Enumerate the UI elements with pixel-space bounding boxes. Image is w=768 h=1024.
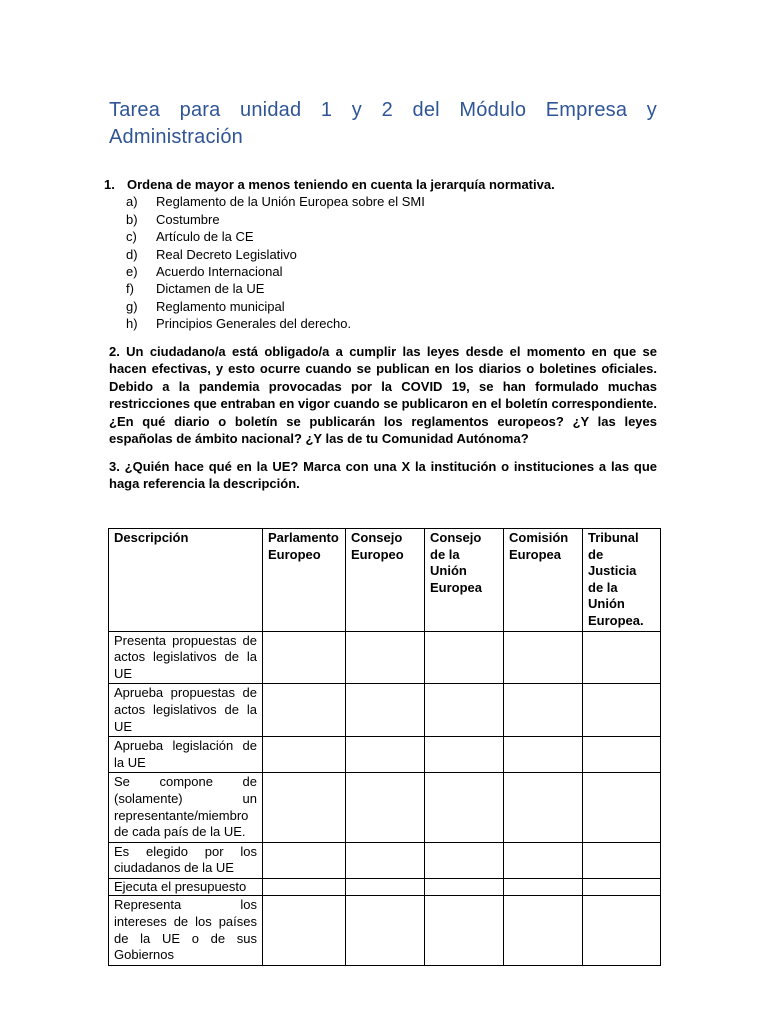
table-header-row [109, 529, 661, 632]
mark-cell[interactable] [504, 631, 583, 684]
table-row [109, 842, 661, 878]
question-1-number: 1. [104, 177, 115, 192]
row-description: Presenta propuestas de actos legislativos de la UE [109, 631, 263, 684]
mark-cell[interactable] [346, 896, 425, 965]
question-2: 2. Un ciudadano/a está obligado/a a cumplir las leyes desde el momento en que se hacen efectivas, y esto ocurre cuando se publican en los diarios o boletines oficiales. Debido a la pandemia provocadas por la COVID 19, se han formulado muchas restricciones que entraban en vigor cuando se publicaron en el boletín correspondiente. ¿En qué diario o boletín se publicarán los reglamentos europeos? ¿Y las leyes españolas de ámbito nacional? ¿Y las de tu Comunidad Autónoma? [109, 344, 657, 447]
mark-cell[interactable] [583, 842, 661, 878]
mark-cell[interactable] [346, 737, 425, 773]
mark-cell[interactable] [263, 631, 346, 684]
list-item: a) Reglamento de la Unión Europea sobre el SMI [126, 194, 425, 210]
question-1-list [104, 193, 664, 332]
row-description: Representa los intereses de los países de la UE o de sus Gobiernos [109, 896, 263, 965]
mark-cell[interactable] [583, 737, 661, 773]
mark-cell[interactable] [504, 773, 583, 842]
mark-cell[interactable] [504, 878, 583, 896]
mark-cell[interactable] [263, 842, 346, 878]
list-item: b) Costumbre [126, 211, 220, 227]
row-description: Es elegido por los ciudadanos de la UE [109, 842, 263, 878]
mark-cell[interactable] [425, 842, 504, 878]
header-consejo-europeo: Consejo Europeo [346, 529, 425, 632]
mark-cell[interactable] [346, 878, 425, 896]
row-description: Aprueba propuestas de actos legislativos de la UE [109, 684, 263, 737]
mark-cell[interactable] [583, 896, 661, 965]
table-row [109, 631, 661, 684]
table-row [109, 896, 661, 965]
mark-cell[interactable] [346, 842, 425, 878]
list-item: c) Artículo de la CE [126, 229, 254, 245]
question-3: 3. ¿Quién hace qué en la UE? Marca con una X la institución o instituciones a las que haga referencia la descripción. [109, 459, 657, 492]
table-row [109, 878, 661, 896]
mark-cell[interactable] [346, 631, 425, 684]
table-row [109, 773, 661, 842]
header-parlamento: Parlamento Europeo [263, 529, 346, 632]
question-1 [104, 176, 664, 333]
row-description: Aprueba legislación de la UE [109, 737, 263, 773]
header-descripcion: Descripción [109, 529, 263, 632]
mark-cell[interactable] [425, 631, 504, 684]
mark-cell[interactable] [263, 684, 346, 737]
mark-cell[interactable] [504, 842, 583, 878]
mark-cell[interactable] [425, 878, 504, 896]
list-item: g) Reglamento municipal [126, 298, 285, 314]
list-item: f) Dictamen de la UE [126, 281, 265, 297]
table-row [109, 737, 661, 773]
row-description: Se compone de (solamente) un representante/miembro de cada país de la UE. [109, 773, 263, 842]
mark-cell[interactable] [425, 737, 504, 773]
header-tribunal: Tribunal de Justicia de la Unión Europea. [583, 529, 661, 632]
mark-cell[interactable] [504, 684, 583, 737]
mark-cell[interactable] [263, 737, 346, 773]
page-title: Tarea para unidad 1 y 2 del Módulo Empresa y Administración [109, 99, 657, 148]
mark-cell[interactable] [583, 631, 661, 684]
question-1-text: Ordena de mayor a menos teniendo en cuenta la jerarquía normativa. [127, 177, 555, 192]
mark-cell[interactable] [504, 737, 583, 773]
mark-cell[interactable] [263, 878, 346, 896]
institutions-table [108, 528, 661, 966]
row-description: Ejecuta el presupuesto [109, 878, 263, 896]
mark-cell[interactable] [583, 684, 661, 737]
mark-cell[interactable] [263, 896, 346, 965]
header-consejo-ue: Consejo de la Unión Europea [425, 529, 504, 632]
mark-cell[interactable] [504, 896, 583, 965]
table-row [109, 684, 661, 737]
list-item: d) Real Decreto Legislativo [126, 246, 297, 262]
list-item: e) Acuerdo Internacional [126, 264, 283, 280]
mark-cell[interactable] [425, 684, 504, 737]
mark-cell[interactable] [425, 773, 504, 842]
mark-cell[interactable] [583, 878, 661, 896]
question-1-heading [104, 176, 664, 193]
mark-cell[interactable] [425, 896, 504, 965]
mark-cell[interactable] [263, 773, 346, 842]
list-item: h) Principios Generales del derecho. [126, 316, 352, 332]
mark-cell[interactable] [346, 684, 425, 737]
mark-cell[interactable] [583, 773, 661, 842]
header-comision: Comisión Europea [504, 529, 583, 632]
mark-cell[interactable] [346, 773, 425, 842]
